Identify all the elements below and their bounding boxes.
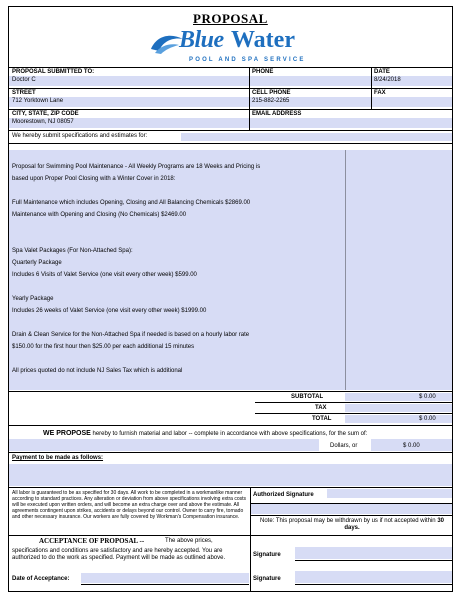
proposal-form bbox=[8, 6, 453, 592]
acceptance-text2: specifications and conditions are satisfactory and are hereby accepted. You are authorized to do the work as specified. Payment will be made as outlined above. bbox=[12, 548, 226, 561]
date-label: DATE bbox=[374, 69, 390, 75]
we-propose-rest: hereby to furnish material and labor -- complete in accordance with above specifications, for the sum of: bbox=[90, 431, 368, 437]
email-label: EMAIL ADDRESS bbox=[252, 111, 302, 117]
date-field[interactable]: 8/24/2018 bbox=[374, 77, 401, 83]
spec-line: Includes 6 Visits of Valet Service (one visit every other week) $599.00 bbox=[12, 272, 197, 278]
spec-line: Yearly Package bbox=[12, 296, 54, 302]
signature-field[interactable] bbox=[295, 547, 452, 559]
authorized-signature-field[interactable] bbox=[327, 489, 452, 498]
signature-label-2: Signature bbox=[253, 576, 281, 582]
spec-line: based upon Proper Pool Closing with a Winter Cover in 2018: bbox=[12, 176, 176, 182]
acceptance-text1: The above prices, bbox=[165, 538, 213, 544]
specifications-area[interactable] bbox=[9, 150, 452, 390]
company-logo bbox=[149, 25, 329, 70]
date-of-acceptance-label: Date of Acceptance: bbox=[12, 576, 70, 582]
amount-field[interactable]: $ 0.00 bbox=[403, 443, 420, 449]
spec-line: Quarterly Package bbox=[12, 260, 62, 266]
total-value: $ 0.00 bbox=[419, 416, 436, 422]
spec-line: $150.00 for the first hour then $25.00 per each additional 15 minutes bbox=[12, 344, 195, 350]
logo-tagline: POOL AND SPA SERVICE bbox=[189, 57, 306, 63]
payment-label: Payment to be made as follows: bbox=[12, 455, 104, 461]
phone-label: PHONE bbox=[252, 69, 274, 75]
tax-label: TAX bbox=[315, 405, 327, 411]
logo-word-blue: Blue bbox=[179, 27, 224, 53]
dollars-label: Dollars, or bbox=[330, 443, 358, 449]
acceptance-title: ACCEPTANCE OF PROPOSAL -- bbox=[39, 537, 145, 545]
spec-line: All prices quoted do not include NJ Sales Tax which is additional bbox=[12, 368, 183, 374]
city-field[interactable]: Moorestown, NJ 08057 bbox=[12, 119, 74, 125]
spec-line: Maintenance with Opening and Closing (No Chemicals) $2469.00 bbox=[12, 212, 187, 218]
signature-field-2[interactable] bbox=[295, 571, 452, 583]
page-title: PROPOSAL bbox=[193, 11, 268, 26]
spec-line: Drain & Clean Service for the Non-Attached Spa if needed is based on a hourly labor rate bbox=[12, 332, 250, 338]
subtotal-label: SUBTOTAL bbox=[291, 394, 324, 400]
street-label: STREET bbox=[12, 90, 36, 96]
cell-phone-label: CELL PHONE bbox=[252, 90, 291, 96]
intro-text: We hereby submit specifications and estimates for: bbox=[12, 133, 148, 139]
fax-label: FAX bbox=[374, 90, 386, 96]
payment-field[interactable] bbox=[9, 464, 452, 486]
spec-line: Proposal for Swimming Pool Maintenance - All Weekly Programs are 18 Weeks and Pricing is bbox=[12, 164, 261, 170]
authorized-signature-label: Authorized Signature bbox=[253, 492, 314, 498]
spec-line: Includes 26 weeks of Valet Service (one visit every other week) $1999.00 bbox=[12, 308, 207, 314]
street-field[interactable]: 712 Yorktown Lane bbox=[12, 98, 64, 104]
cell-phone-field[interactable]: 215-882-2265 bbox=[252, 98, 290, 104]
date-of-acceptance-field[interactable] bbox=[81, 573, 249, 583]
signature-label: Signature bbox=[253, 552, 281, 558]
we-propose-bold: WE PROPOSE bbox=[43, 430, 91, 437]
note-unit: days. bbox=[344, 525, 360, 531]
terms-text: All labor is guaranteed to be as specified for 30 days. All work to be completed in a workmanlike manner according to standard practices. Any alteration or deviation from above specifications involving extra costs will be executed upon written orders, and will become an extra charge over and above the estimate. All agreements contingent upon strikes, accidents or delays beyond our control. Owner to carry fire, tornado and other necessary insurance. Our workers are fully covered by Workman's Compensation insurance. bbox=[12, 490, 247, 520]
city-label: CITY, STATE, ZIP CODE bbox=[12, 111, 79, 117]
note-text bbox=[255, 518, 449, 532]
spec-line: Full Maintenance which includes Opening, Closing and All Balancing Chemicals $2869.00 bbox=[12, 200, 251, 206]
total-label: TOTAL bbox=[312, 416, 332, 422]
we-propose-text bbox=[43, 430, 367, 438]
spec-line: Spa Valet Packages (For Non-Attached Spa): bbox=[12, 248, 133, 254]
submitted-to-field[interactable]: Doctor C bbox=[12, 77, 36, 83]
note-body: Note: This proposal may be withdrawn by us if not accepted within bbox=[259, 518, 436, 524]
subtotal-value: $ 0.00 bbox=[419, 394, 436, 400]
logo-word-water: Water bbox=[231, 27, 295, 53]
note-days: 30 bbox=[437, 518, 444, 524]
submitted-to-label: PROPOSAL SUBMITTED TO: bbox=[12, 69, 95, 75]
